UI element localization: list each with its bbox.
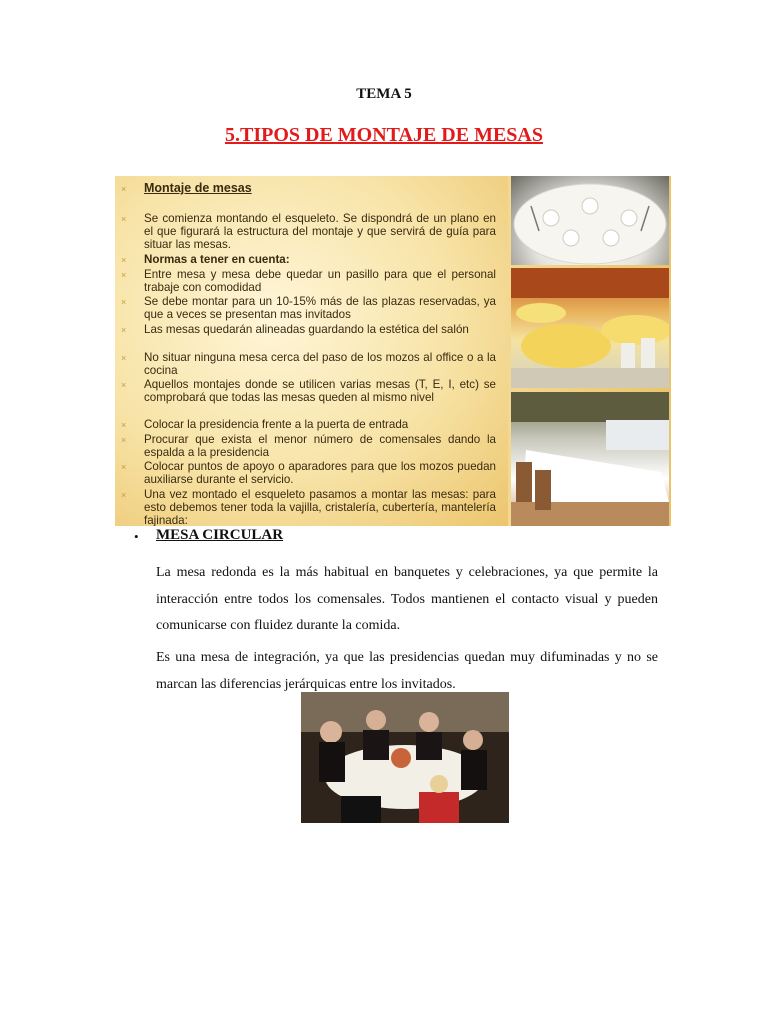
slide-item: Se debe montar para un 10-15% más de las plazas reservadas, ya que a veces se presentan mas invitados bbox=[144, 295, 496, 321]
paragraph: Es una mesa de integración, ya que las presidencias quedan muy difuminadas y no se marcan las diferencias jerárquicas entre los invitados. bbox=[156, 650, 658, 692]
paragraph: La mesa redonda es la más habitual en banquetes y celebraciones, ya que permite la interacción entre todos los comensales. Todos mantienen el contacto visual y pueden comunicarse con fluidez durante la comida. bbox=[156, 565, 658, 633]
slide-bullet-icon: × bbox=[121, 214, 127, 224]
slide-item: Colocar puntos de apoyo o aparadores para que los mozos puedan auxiliarse durante el servicio. bbox=[144, 460, 496, 486]
slide-bullet-icon: × bbox=[121, 255, 127, 265]
slide-text-panel bbox=[115, 176, 508, 526]
slide-bullet-icon: × bbox=[121, 270, 127, 280]
slide-bullet-icon: × bbox=[121, 380, 127, 390]
section-title: MESA CIRCULAR bbox=[156, 527, 284, 543]
slide-bullet-icon: × bbox=[121, 420, 127, 430]
slide-item: Se comienza montando el esqueleto. Se dispondrá de un plano en el que figurará la estructura del montaje y que servirá de guía para situar las mesas. bbox=[144, 212, 496, 251]
slide-item: Aquellos montajes donde se utilicen varias mesas (T, E, I, etc) se comprobará que todas las mesas queden al mismo nivel bbox=[144, 378, 496, 404]
slide-heading: Montaje de mesas bbox=[144, 181, 252, 195]
photo-banquet-hall bbox=[511, 268, 669, 388]
slide-item: Colocar la presidencia frente a la puerta de entrada bbox=[144, 418, 409, 431]
slide-bullet-icon: × bbox=[121, 184, 127, 194]
slide-item: Las mesas quedarán alineadas guardando la estética del salón bbox=[144, 323, 469, 336]
photo-long-table bbox=[511, 392, 669, 526]
list-bullet: • bbox=[134, 529, 139, 544]
slide-item: Normas a tener en cuenta: bbox=[144, 253, 290, 266]
page-title: 5.TIPOS DE MONTAJE DE MESAS bbox=[224, 124, 543, 146]
slide-bullet-icon: × bbox=[121, 325, 127, 335]
slide-item: No situar ninguna mesa cerca del paso de los mozos al office o a la cocina bbox=[144, 351, 496, 377]
slide-item: Una vez montado el esqueleto pasamos a montar las mesas: para esto debemos tener toda la vajilla, cristalería, cubertería, mantelería fajinada: bbox=[144, 488, 496, 526]
slide-bullet-icon: × bbox=[121, 462, 127, 472]
slide-item: Entre mesa y mesa debe quedar un pasillo para que el personal trabaje con comodidad bbox=[144, 268, 496, 294]
slide-bullet-icon: × bbox=[121, 490, 127, 500]
slide-bullet-icon: × bbox=[121, 353, 127, 363]
photo-round-table-dinner bbox=[301, 692, 509, 823]
heading-tema: TEMA 5 bbox=[356, 86, 412, 102]
slide-bullet-icon: × bbox=[121, 297, 127, 307]
slide-bullet-icon: × bbox=[121, 435, 127, 445]
photo-round-table-setting bbox=[511, 176, 669, 265]
slide-image bbox=[115, 176, 671, 526]
slide-item: Procurar que exista el menor número de comensales dando la espalda a la presidencia bbox=[144, 433, 496, 459]
